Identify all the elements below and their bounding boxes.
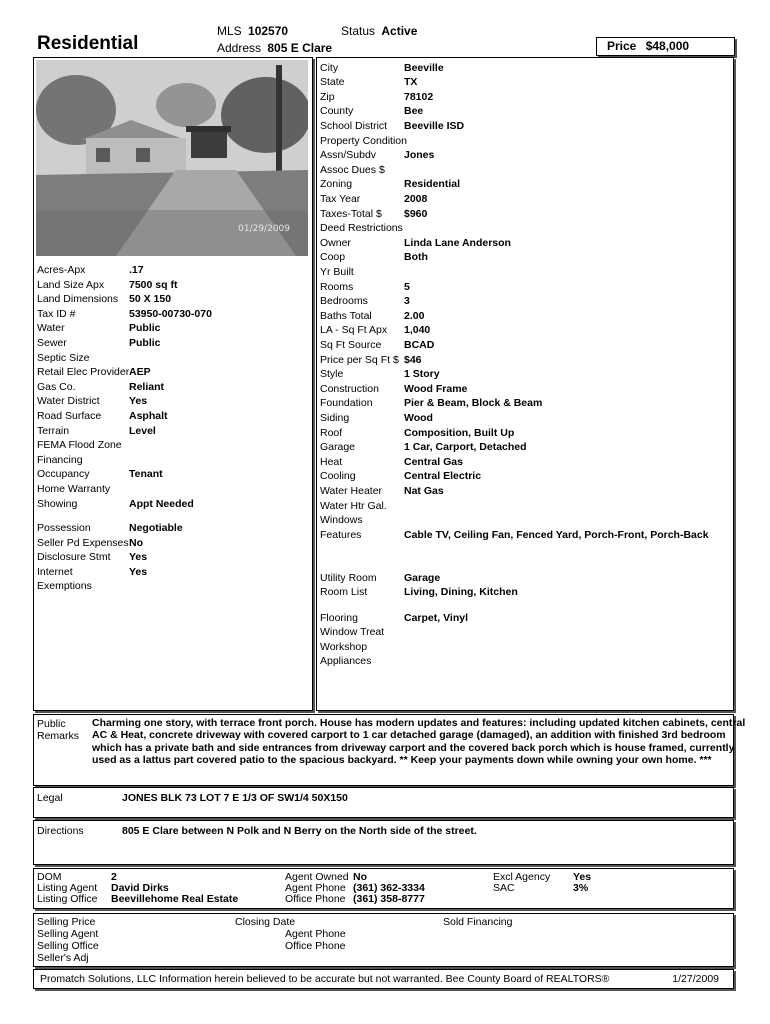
detail-row: Heat Central Gas <box>320 455 463 468</box>
sold-financing-label: Sold Financing <box>443 916 513 928</box>
detail-row: Terrain Level <box>37 424 156 437</box>
address-value: 805 E Clare <box>267 41 333 55</box>
detail-row: Occupancy Tenant <box>37 468 163 481</box>
detail-row: Possession Negotiable <box>37 522 183 534</box>
detail-row: Road Surface Asphalt <box>37 410 168 422</box>
detail-row: Flooring Carpet, Vinyl <box>320 611 468 624</box>
detail-row: Foundation Pier & Beam, Block & Beam <box>320 397 543 410</box>
remarks-line: Charming one story, with terrace front porch. House has modern updates and features: including updated kitchen cabinets, central <box>92 717 746 729</box>
detail-row: Water Htr Gal. <box>320 499 387 512</box>
price-value: $48,000 <box>645 39 690 53</box>
sac-label: SAC <box>493 882 515 894</box>
detail-row: Coop Both <box>320 251 428 264</box>
detail-row: Sq Ft Source BCAD <box>320 338 435 351</box>
detail-row: Workshop <box>320 640 368 653</box>
dom-value: 2 <box>111 871 117 883</box>
detail-row: Tax ID # 53950-00730-070 <box>37 307 212 320</box>
legal-box <box>33 787 734 818</box>
selling-price-label: Selling Price <box>37 916 96 928</box>
detail-row: Zoning Residential <box>320 178 461 191</box>
detail-row: Septic Size <box>37 351 90 364</box>
detail-row: Zip 78102 <box>320 90 434 103</box>
address-field <box>217 41 332 56</box>
detail-row: Home Warranty <box>37 483 111 495</box>
office-phone-value: (361) 358-8777 <box>353 893 425 905</box>
detail-row: Cooling Central Electric <box>320 470 482 483</box>
detail-row: Baths Total 2.00 <box>320 309 425 322</box>
detail-row: Roof Composition, Built Up <box>320 426 515 439</box>
mls-value: 102570 <box>248 24 289 38</box>
selling-office-phone-label: Office Phone <box>285 940 346 952</box>
detail-row: Style 1 Story <box>320 368 440 381</box>
detail-row: Garage 1 Car, Carport, Detached <box>320 441 527 454</box>
detail-row: Price per Sq Ft $ $46 <box>320 353 422 366</box>
detail-row: Construction Wood Frame <box>320 382 468 395</box>
photo-date-stamp: 01/29/2009 <box>238 224 290 234</box>
agent-owned-value: No <box>353 871 367 883</box>
detail-row: Features Cable TV, Ceiling Fan, Fenced Yard, Porch-Front, Porch-Back <box>320 528 709 541</box>
detail-row: Assn/Subdv Jones <box>320 149 435 162</box>
mls-label: MLS <box>217 24 242 38</box>
property-photo <box>36 60 308 256</box>
mls-field <box>217 24 288 39</box>
detail-row: Property Condition <box>320 134 407 147</box>
selling-info-box <box>33 913 734 967</box>
detail-row: Yr Built <box>320 265 354 278</box>
listing-office-value: Beevillehome Real Estate <box>111 893 239 905</box>
detail-row: Land Dimensions 50 X 150 <box>37 293 172 306</box>
address-label: Address <box>217 41 262 55</box>
detail-row: Retail Elec Provider AEP <box>37 366 151 379</box>
remarks-line: which has a private bath and side entrances from driveway carport and the covered back porch which is house framed, currently <box>92 741 735 754</box>
directions-box <box>33 820 734 865</box>
detail-row: Utility Room Garage <box>320 571 441 584</box>
listing-office-label: Listing Office <box>37 893 98 905</box>
detail-row: School District Beeville ISD <box>320 119 465 132</box>
selling-agent-phone-label: Agent Phone <box>285 928 346 940</box>
property-type-title: Residential <box>37 33 139 54</box>
status-field <box>341 24 417 39</box>
detail-row: Internet Yes <box>37 565 148 578</box>
price-label: Price <box>607 39 637 53</box>
detail-row: County Bee <box>320 105 424 118</box>
agent-phone-label: Agent Phone <box>285 882 346 894</box>
listing-agent-label: Listing Agent <box>37 882 98 894</box>
detail-row: State TX <box>320 76 418 89</box>
detail-row: Seller Pd Expenses No <box>37 536 143 549</box>
legal-label: Legal <box>37 792 63 804</box>
excl-agency-value: Yes <box>573 871 592 883</box>
listing-info-box <box>33 868 734 909</box>
detail-row: Tax Year 2008 <box>320 192 428 205</box>
agent-owned-label: Agent Owned <box>285 871 349 883</box>
sellers-adj-label: Seller's Adj <box>37 952 89 964</box>
listing-agent-value: David Dirks <box>111 882 169 894</box>
directions-label: Directions <box>37 825 84 837</box>
detail-row: Disclosure Stmt Yes <box>37 551 148 564</box>
status-value: Active <box>381 24 418 38</box>
price-box <box>596 37 735 56</box>
footer-date: 1/27/2009 <box>672 973 719 985</box>
detail-row: Bedrooms 3 <box>320 295 410 308</box>
detail-row: Appliances <box>320 655 372 668</box>
detail-row: Rooms 5 <box>320 280 410 293</box>
detail-row: Deed Restrictions <box>320 222 403 235</box>
detail-row: Water Public <box>37 322 161 335</box>
detail-row: Room List Living, Dining, Kitchen <box>320 586 518 599</box>
sac-value: 3% <box>573 882 589 894</box>
dom-label: DOM <box>37 871 62 883</box>
detail-row: Land Size Apx 7500 sq ft <box>37 278 178 291</box>
selling-office-label: Selling Office <box>37 940 99 952</box>
remarks-line: used as a lattus part covered patio to the spacious backyard. ** Keep your payments down while owning your own home. *** <box>92 754 712 767</box>
agent-phone-value: (361) 362-3334 <box>353 882 425 894</box>
detail-row: City Beeville <box>320 61 444 74</box>
detail-row: Water Heater Nat Gas <box>320 484 444 497</box>
detail-row: Taxes-Total $ $960 <box>320 207 428 220</box>
detail-row: Window Treat <box>320 626 385 639</box>
detail-row: Acres-Apx .17 <box>37 264 144 276</box>
detail-row: Owner Linda Lane Anderson <box>320 236 511 249</box>
office-phone-label: Office Phone <box>285 893 346 905</box>
remarks-label-1: Public <box>37 718 66 730</box>
selling-agent-label: Selling Agent <box>37 928 99 940</box>
detail-row: Exemptions <box>37 580 92 593</box>
detail-row: FEMA Flood Zone <box>37 439 122 452</box>
detail-row: Siding Wood <box>320 411 433 424</box>
detail-row: Financing <box>37 453 83 466</box>
directions-value: 805 E Clare between N Polk and N Berry on the North side of the street. <box>122 825 477 837</box>
detail-row: Windows <box>320 514 363 527</box>
detail-row: Sewer Public <box>37 337 161 349</box>
legal-value: JONES BLK 73 LOT 7 E 1/3 OF SW1/4 50X150 <box>122 792 348 804</box>
footer-disclaimer: Promatch Solutions, LLC Information herein believed to be accurate but not warranted. Bee County Board of REALTORS® <box>40 973 610 985</box>
status-label: Status <box>341 24 376 38</box>
excl-agency-label: Excl Agency <box>493 871 551 883</box>
footer-box <box>33 969 734 989</box>
detail-row: Gas Co. Reliant <box>37 380 165 393</box>
remarks-text <box>92 717 745 767</box>
remarks-label-2: Remarks <box>37 730 80 742</box>
detail-row: Assoc Dues $ <box>320 163 385 176</box>
remarks-box <box>33 714 746 786</box>
detail-row: Showing Appt Needed <box>37 497 194 510</box>
detail-row: LA - Sq Ft Apx 1,040 <box>320 324 431 337</box>
detail-row: Water District Yes <box>37 395 148 408</box>
closing-date-label: Closing Date <box>235 916 296 928</box>
remarks-line: AC & Heat, concrete driveway with covered carport to 1 car detached garage (damaged), an addition with finished 3rd bedroom <box>92 729 726 742</box>
